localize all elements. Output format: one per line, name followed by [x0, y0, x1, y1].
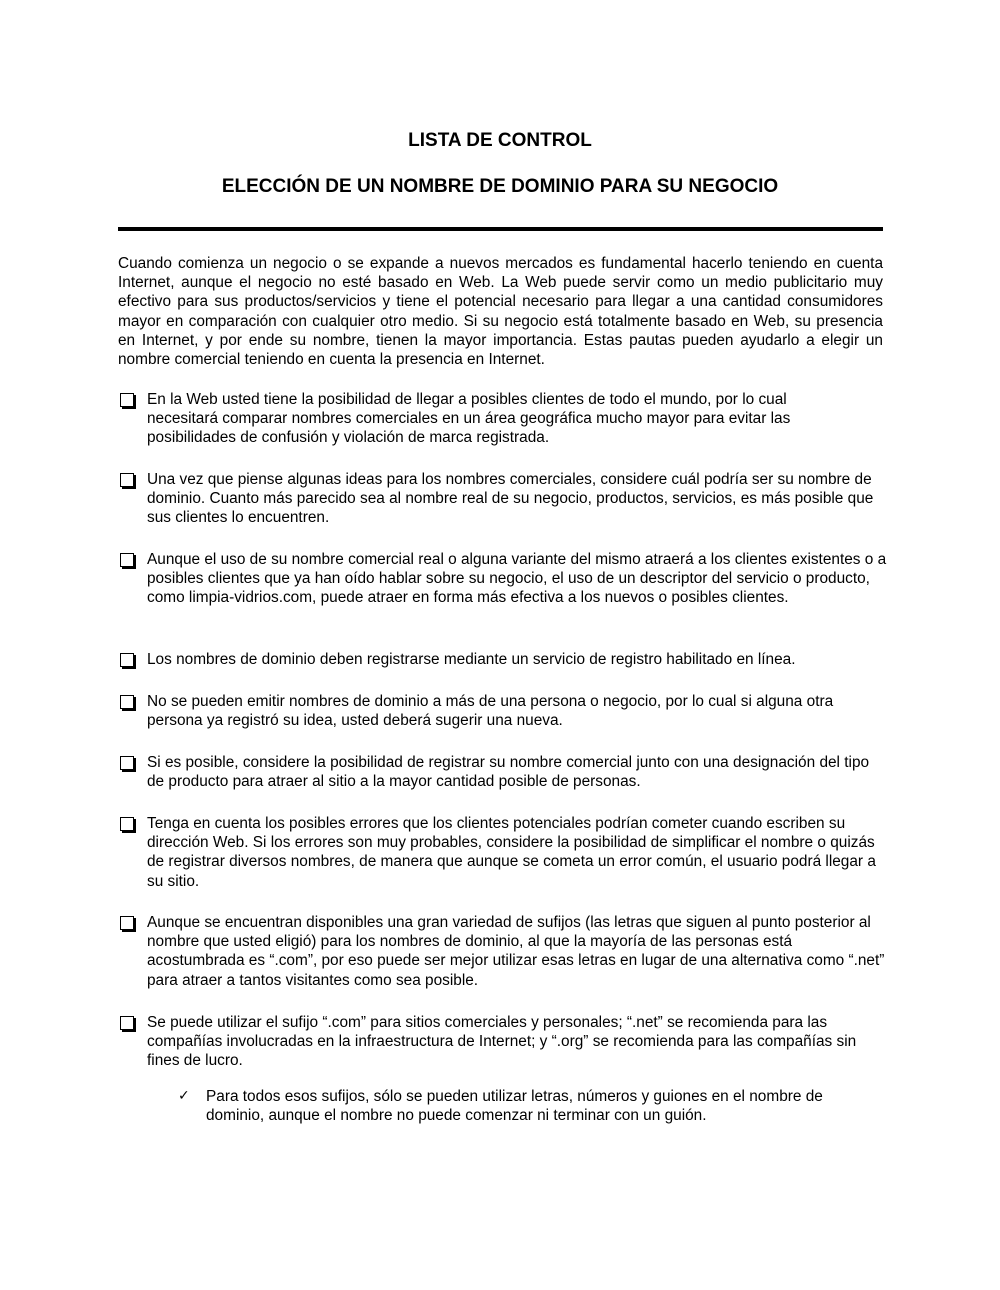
checklist-item: [120, 650, 890, 669]
document-subtitle: ELECCIÓN DE UN NOMBRE DE DOMINIO PARA SU NEGOCIO: [221, 176, 779, 197]
checklist-item: [120, 550, 890, 608]
checklist-item: [120, 692, 890, 730]
checklist-item: [120, 814, 890, 891]
checklist-item-text: Aunque se encuentran disponibles una gran variedad de sufijos (las letras que siguen al punto posterior al nombre que usted eligió) para los nombres de dominio, al que la mayoría de las personas está acostumbrada es “.com”, por eso puede ser mejor utilizar esas letras en lugar de una alternativa como “.net” para atraer a tantos visitantes como sea posible.: [147, 914, 885, 989]
checkbox-icon[interactable]: [120, 653, 134, 667]
checkbox-icon[interactable]: [120, 756, 134, 770]
checklist-item: [120, 390, 840, 448]
checklist-subitem-text: Para todos esos sufijos, sólo se pueden utilizar letras, números y guiones en el nombre de dominio, aunque el nombre no puede comenzar ni terminar con un guión.: [206, 1088, 823, 1125]
checklist-item-text: Se puede utilizar el sufijo “.com” para sitios comerciales y personales; “.net” se recomienda para las compañías involucradas en la infraestructura de Internet; y “.org” se recomienda para las compañías sin fines de lucro.: [147, 1014, 857, 1070]
checklist-item: [120, 913, 890, 990]
header-divider: [118, 227, 883, 231]
checkbox-icon[interactable]: [120, 553, 134, 567]
checklist-item-text: Los nombres de dominio deben registrarse mediante un servicio de registro habilitado en línea.: [147, 651, 796, 668]
checklist-item-text: No se pueden emitir nombres de dominio a más de una persona o negocio, por lo cual si alguna otra persona ya registró su idea, usted deberá sugerir una nueva.: [147, 693, 834, 730]
checklist-item-text: Aunque el uso de su nombre comercial real o alguna variante del mismo atraerá a los clientes existentes o a posibles clientes que ya han oído hablar sobre su negocio, el uso de un descriptor del servicio o producto, como limpia-vidrios.com, puede atraer en forma más efectiva a los nuevos o posibles clientes.: [147, 551, 887, 607]
checkmark-icon: ✓: [178, 1088, 190, 1104]
checklist-item-text: En la Web usted tiene la posibilidad de llegar a posibles clientes de todo el mundo, por lo cual necesitará comparar nombres comerciales en un área geográfica mucho mayor para evitar las posibilidades de confusión y violación de marca registrada.: [147, 391, 791, 447]
checkbox-icon[interactable]: [120, 1016, 134, 1030]
checkbox-icon[interactable]: [120, 695, 134, 709]
checklist-subitem: [178, 1087, 878, 1125]
intro-paragraph: Cuando comienza un negocio o se expande a nuevos mercados es fundamental hacerlo teniendo en cuenta Internet, aunque el negocio no esté basado en Web. La Web puede servir como un medio publicitario muy efectivo para sus productos/servicios y tiene el potencial necesario para llegar a una cantidad consumidores mayor en comparación con cualquier otro medio. Si su negocio está totalmente basado en Web, su presencia en Internet, y por ende su nombre, tienen la mayor importancia. Estas pautas pueden ayudarlo a elegir un nombre comercial teniendo en cuenta la presencia en Internet.: [118, 255, 883, 369]
checkbox-icon[interactable]: [120, 393, 134, 407]
document-title: LISTA DE CONTROL: [408, 130, 592, 151]
checklist-item: [120, 753, 870, 791]
checkbox-icon[interactable]: [120, 817, 134, 831]
checkbox-icon[interactable]: [120, 473, 134, 487]
checklist-item: [120, 470, 890, 528]
checklist-item-text: Si es posible, considere la posibilidad de registrar su nombre comercial junto con una designación del tipo de producto para atraer al sitio a la mayor cantidad posible de personas.: [147, 754, 870, 791]
checklist-item: [120, 1013, 890, 1071]
checkbox-icon[interactable]: [120, 916, 134, 930]
checklist-item-text: Tenga en cuenta los posibles errores que los clientes potenciales podrían cometer cuando escriben su dirección Web. Si los errores son muy probables, considere la posibilidad de simplificar el nombre o quizás de registrar diversos nombres, de manera que aunque se cometa un error común, el usuario podrá llegar a su sitio.: [147, 815, 876, 890]
checklist-item-text: Una vez que piense algunas ideas para los nombres comerciales, considere cuál podría ser su nombre de dominio. Cuanto más parecido sea al nombre real de su negocio, productos, servicios, es más posible que sus clientes lo encuentren.: [147, 471, 874, 527]
